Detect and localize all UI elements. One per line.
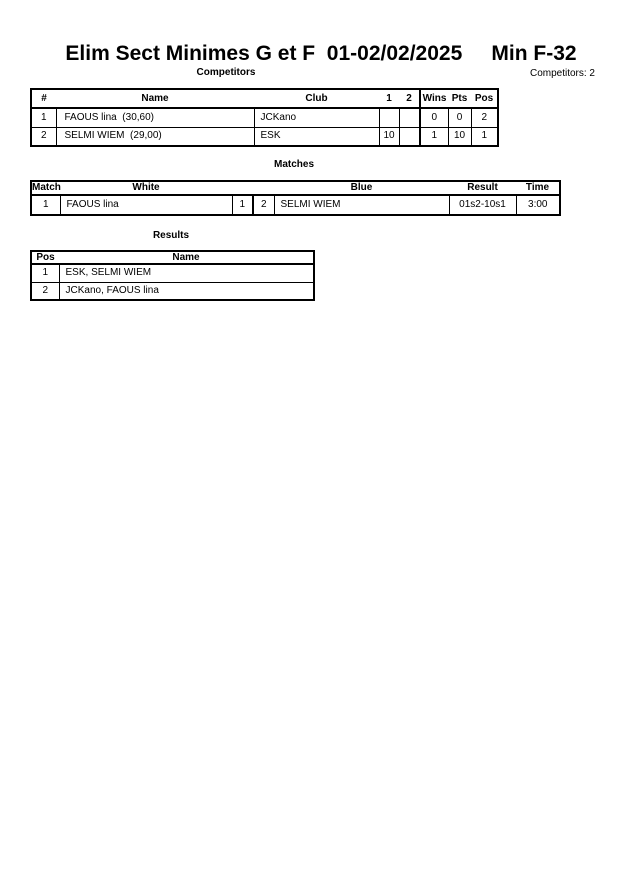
col-header-blue-score: [253, 181, 274, 195]
results-section-label: Results: [152, 230, 190, 241]
competitor-pts: 10: [448, 127, 471, 146]
col-header-pts: Pts: [448, 89, 471, 108]
competitors-header-row: [31, 89, 498, 108]
col-header-time: Time: [516, 181, 560, 195]
competitor-name: FAOUS lina (30,60): [56, 108, 254, 127]
col-header-pos: Pos: [471, 89, 498, 108]
match-row: [31, 195, 560, 215]
competitor-pos: 2: [471, 108, 498, 127]
competitor-row: [31, 127, 498, 146]
competitor-match2-score: [399, 127, 420, 146]
competitor-wins: 1: [420, 127, 448, 146]
col-header-match1: 1: [379, 89, 399, 108]
competitor-wins: 0: [420, 108, 448, 127]
competitor-pos: 1: [471, 127, 498, 146]
match-number: 1: [31, 195, 60, 215]
competitor-num: 2: [31, 127, 56, 146]
competitor-club: JCKano: [254, 108, 379, 127]
match-white-score: 1: [232, 195, 253, 215]
competitor-num: 1: [31, 108, 56, 127]
results-table: [30, 250, 315, 301]
match-result: 01s2-10s1: [449, 195, 516, 215]
col-header-white: White: [60, 181, 232, 195]
col-header-pos: Pos: [31, 251, 59, 264]
col-header-name: Name: [59, 251, 314, 264]
col-header-match2: 2: [399, 89, 420, 108]
result-name: ESK, SELMI WIEM: [59, 264, 314, 282]
results-header-row: [31, 251, 314, 264]
col-header-blue: Blue: [274, 181, 449, 195]
result-pos: 2: [31, 282, 59, 300]
competitor-match1-score: 10: [379, 127, 399, 146]
result-row: [31, 264, 314, 282]
matches-table: [30, 180, 561, 216]
col-header-white-score: [232, 181, 253, 195]
match-blue-score: 2: [253, 195, 274, 215]
competitor-pts: 0: [448, 108, 471, 127]
match-time: 3:00: [516, 195, 560, 215]
competitor-match2-score: [399, 108, 420, 127]
result-pos: 1: [31, 264, 59, 282]
col-header-wins: Wins: [420, 89, 448, 108]
competitors-count: Competitors: 2: [529, 68, 595, 79]
match-blue-name: SELMI WIEM: [274, 195, 449, 215]
page-title: Elim Sect Minimes G et F 01-02/02/2025 Min F-32: [65, 42, 577, 65]
col-header-name: Name: [56, 89, 254, 108]
result-name: JCKano, FAOUS lina: [59, 282, 314, 300]
matches-section-label: Matches: [273, 159, 314, 170]
competitor-match1-score: [379, 108, 399, 127]
competitors-table: [30, 88, 499, 147]
competitor-club: ESK: [254, 127, 379, 146]
match-white-name: FAOUS lina: [60, 195, 232, 215]
matches-header-row: [31, 181, 560, 195]
col-header-match: Match: [32, 182, 61, 193]
col-header-club: Club: [254, 89, 379, 108]
competitor-name: SELMI WIEM (29,00): [56, 127, 254, 146]
col-header-num: #: [31, 89, 56, 108]
result-row: [31, 282, 314, 300]
competitor-row: [31, 108, 498, 127]
competitors-section-label: Competitors: [196, 67, 256, 78]
col-header-result: Result: [449, 181, 516, 195]
